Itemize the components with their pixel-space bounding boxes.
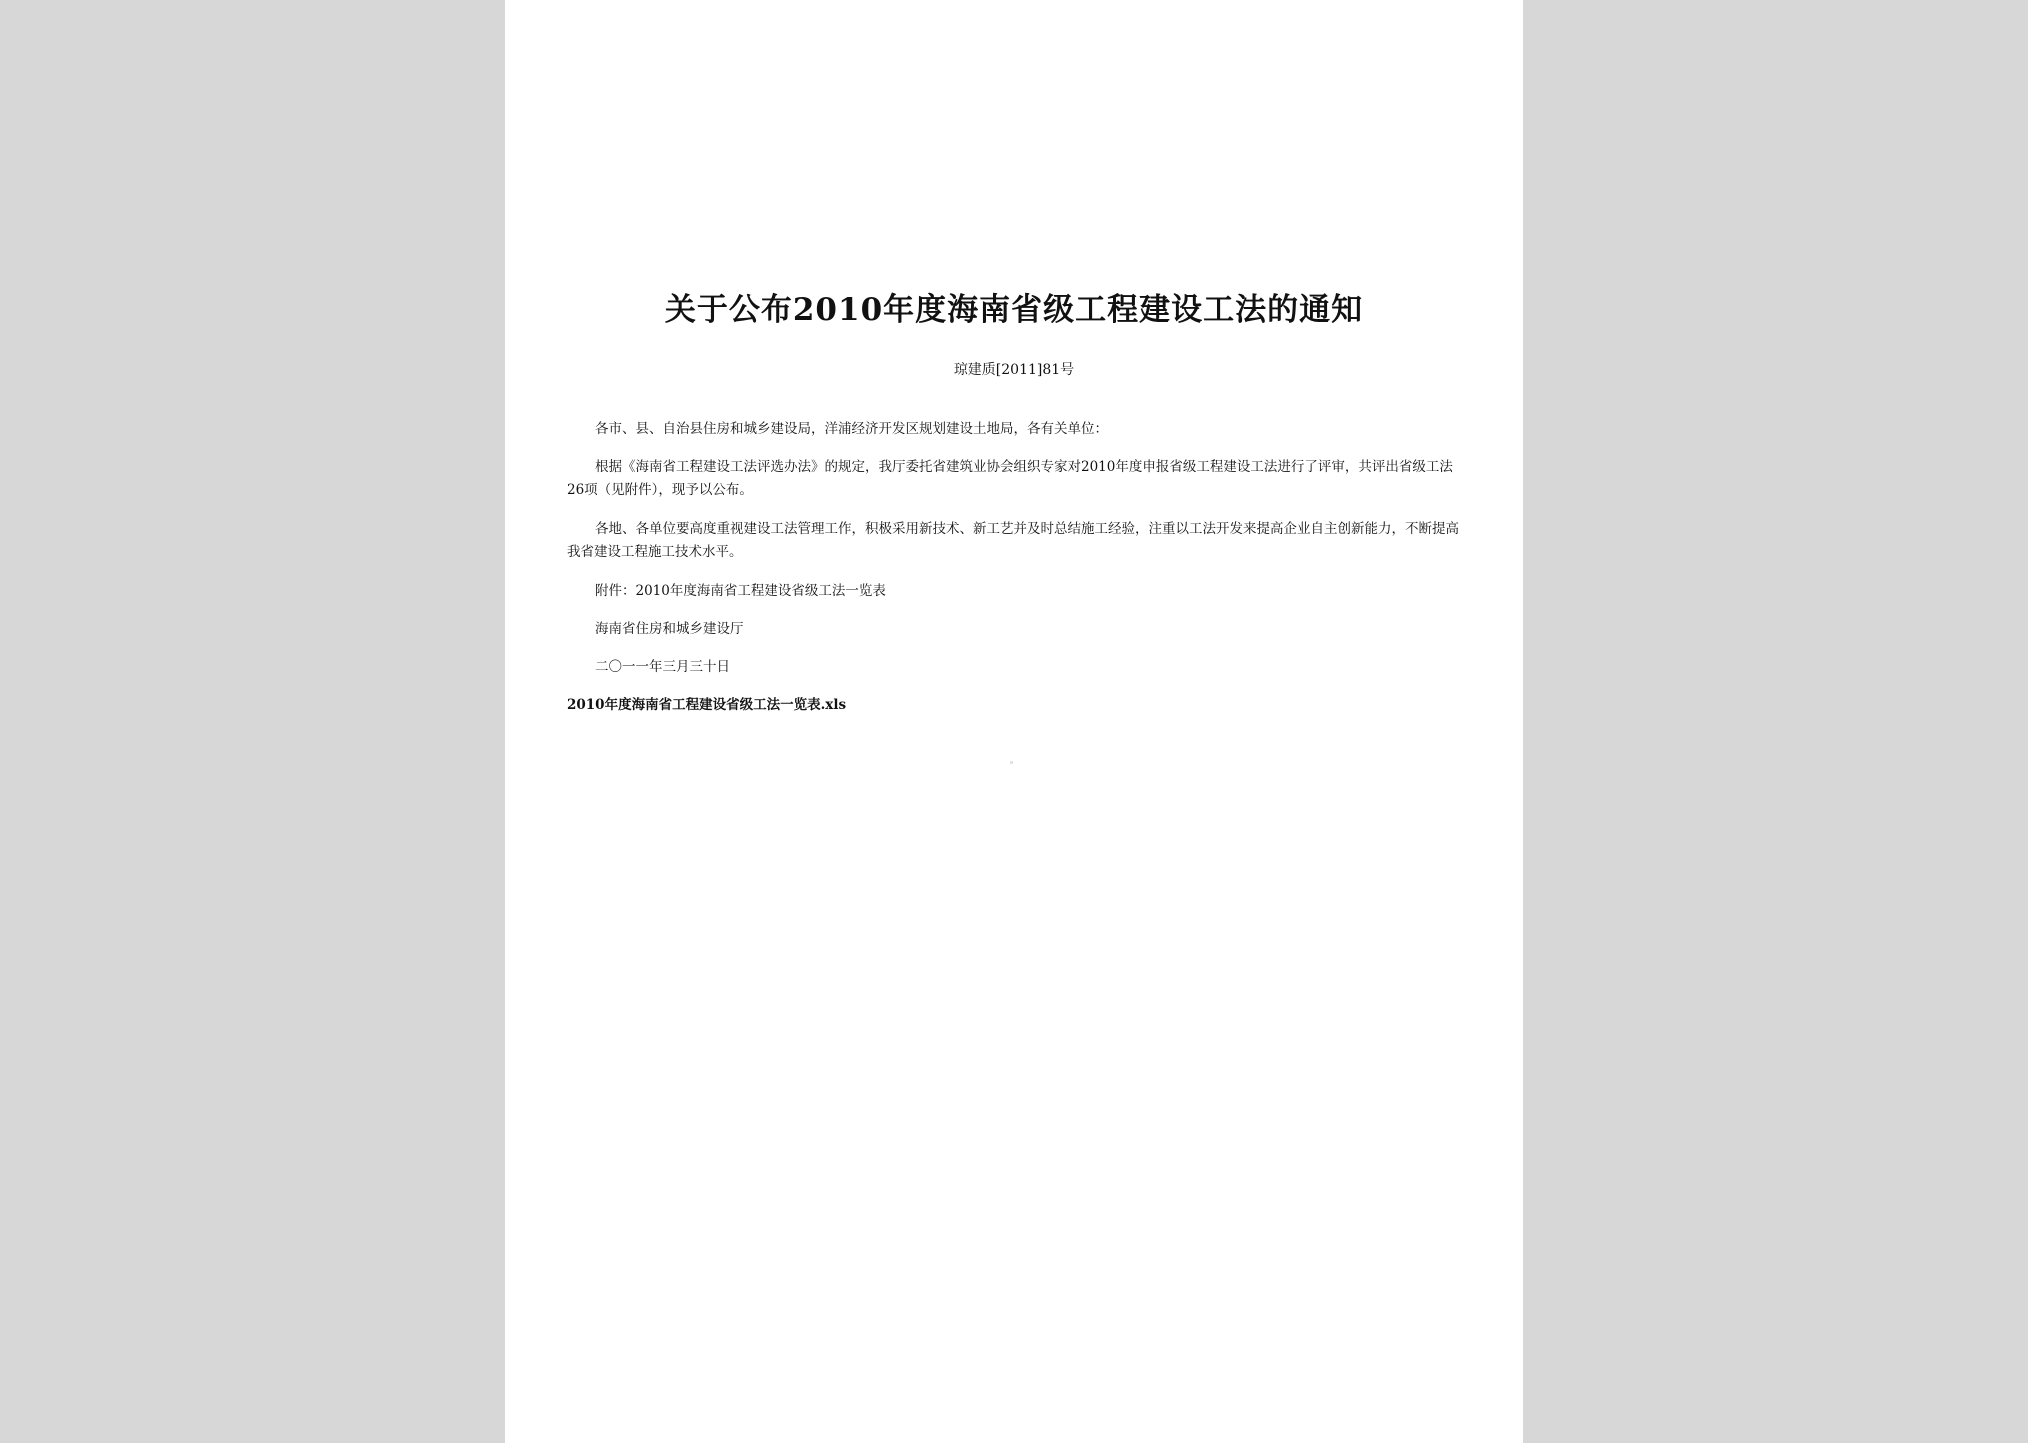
document-page — [505, 0, 1523, 1443]
scan-speck — [1010, 761, 1013, 764]
body-paragraph-2: 各地、各单位要高度重视建设工法管理工作，积极采用新技术、新工艺并及时总结施工经验，注重以工法开发来提高企业自主创新能力，不断提高我省建设工程施工技术水平。 — [567, 521, 1459, 560]
salutation: 各市、县、自治县住房和城乡建设局，洋浦经济开发区规划建设土地局，各有关单位： — [595, 421, 1108, 437]
issue-date: 二〇一一年三月三十日 — [595, 659, 730, 675]
document-number: 琼建质[2011]81号 — [953, 362, 1075, 378]
issuing-authority: 海南省住房和城乡建设厅 — [595, 621, 744, 637]
attachment-file-link[interactable]: 2010年度海南省工程建设省级工法一览表.xls — [567, 697, 847, 713]
attachment-note: 附件：2010年度海南省工程建设省级工法一览表 — [595, 583, 886, 599]
body-paragraph-1: 根据《海南省工程建设工法评选办法》的规定，我厅委托省建筑业协会组织专家对2010年度申报省级工程建设工法进行了评审，共评出省级工法26项（见附件），现予以公布。 — [567, 459, 1453, 498]
document-title: 关于公布2010年度海南省级工程建设工法的通知 — [664, 292, 1364, 328]
